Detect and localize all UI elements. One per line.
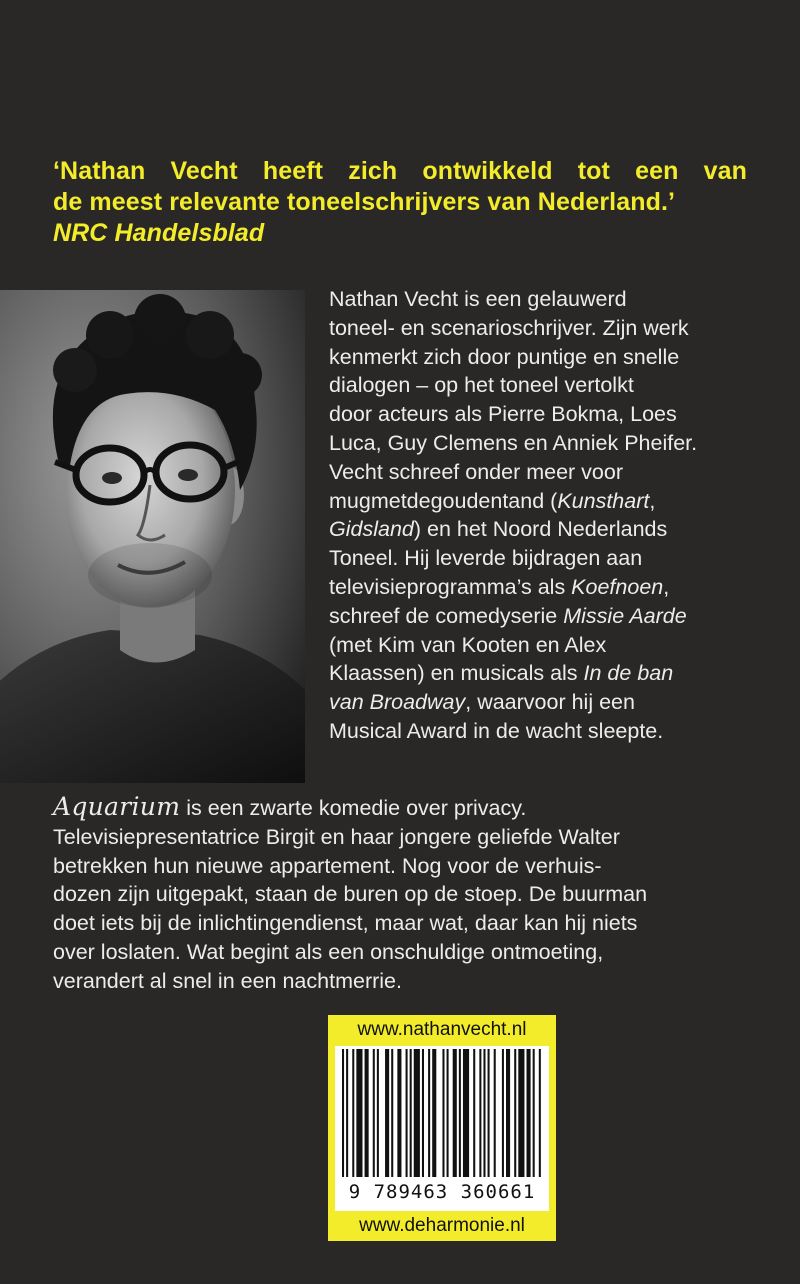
- barcode-bar: [406, 1049, 408, 1177]
- bio-text: schreef de comedyserie: [329, 603, 564, 628]
- bio-line: Nathan Vecht is een gelauwerd: [329, 287, 627, 311]
- bio-line: (met Kim van Kooten en Alex: [329, 632, 607, 657]
- barcode-bar: [539, 1049, 541, 1177]
- bio-text: ) en het Noord Nederlands: [413, 517, 668, 542]
- barcode-bar: [473, 1049, 475, 1177]
- bio-text: ,: [649, 488, 656, 513]
- isbn-number: 9 789463 360661: [348, 1181, 536, 1203]
- barcode-bar: [479, 1049, 481, 1177]
- bio-line: [329, 573, 749, 602]
- bio-title-kunsthart: Kunsthart: [557, 488, 650, 513]
- bio-text: mugmetdegoudentand (: [329, 488, 558, 513]
- barcode-bar: [410, 1049, 412, 1177]
- blurb-line: verandert al snel in een nachtmerrie.: [53, 968, 402, 993]
- blurb-line: over loslaten. Wat begint als een onschuldige ontmoeting,: [53, 939, 604, 964]
- quote-line-1: ‘Nathan Vecht heeft zich ontwikkeld tot een van: [53, 157, 747, 185]
- bio-title-missie-aarde: Missie Aarde: [563, 603, 687, 628]
- publisher-website-url: www.deharmonie.nl: [359, 1215, 525, 1236]
- blurb-line: [53, 793, 753, 823]
- bio-line: dialogen – op het toneel vertolkt: [329, 373, 634, 398]
- blurb-line: betrekken hun nieuwe appartement. Nog voor de verhuis-: [53, 853, 602, 878]
- barcode-bar: [442, 1049, 444, 1177]
- author-website-url: www.nathanvecht.nl: [357, 1019, 527, 1040]
- barcode-bar: [422, 1049, 424, 1177]
- bio-line: [329, 659, 749, 688]
- barcode-bar: [432, 1049, 436, 1177]
- author-photo: [0, 290, 305, 783]
- bio-line: [329, 515, 749, 544]
- bio-line: Musical Award in de wacht sleepte.: [329, 718, 664, 743]
- author-bio: [329, 285, 749, 746]
- barcode-bar: [518, 1049, 524, 1177]
- blurb-line: dozen zijn uitgepakt, staan de buren op de stoep. De buurman: [53, 882, 648, 907]
- barcode-bar: [506, 1049, 510, 1177]
- bio-text: televisieprogramma’s als: [329, 574, 572, 599]
- barcode-bar: [459, 1049, 461, 1177]
- barcode-bar: [414, 1049, 420, 1177]
- bio-title-in-de-ban: In de ban: [583, 661, 674, 686]
- bio-title-koefnoen: Koefnoen: [571, 574, 664, 599]
- author-portrait-image: [0, 290, 305, 783]
- barcode-bar: [488, 1049, 490, 1177]
- barcode-box: [328, 1015, 556, 1241]
- barcode-bar: [385, 1049, 389, 1177]
- barcode-bar: [494, 1049, 496, 1177]
- bio-line: [329, 602, 749, 631]
- barcode-bar: [352, 1049, 354, 1177]
- quote-source: NRC Handelsblad: [53, 219, 265, 247]
- blurb-text: is een zwarte komedie over privacy.: [180, 796, 527, 820]
- bio-line: Luca, Guy Clemens en Anniek Pheifer.: [329, 430, 698, 455]
- bio-line: kenmerkt zich door puntige en snelle: [329, 344, 680, 369]
- barcode-bar: [391, 1049, 393, 1177]
- barcode-bar: [342, 1049, 344, 1177]
- barcode-panel: [335, 1046, 549, 1211]
- barcode-bar: [502, 1049, 504, 1177]
- barcode-bar: [527, 1049, 531, 1177]
- barcode-bar: [428, 1049, 430, 1177]
- barcode-bar: [447, 1049, 449, 1177]
- bio-line: toneel- en scenarioschrijver. Zijn werk: [329, 315, 689, 340]
- bio-line: Toneel. Hij leverde bijdragen aan: [329, 546, 643, 571]
- barcode-bar: [365, 1049, 369, 1177]
- bio-title-van-broadway: van Broadway: [329, 690, 466, 715]
- barcode-bar: [453, 1049, 457, 1177]
- isbn-barcode: [340, 1049, 544, 1177]
- barcode-bar: [373, 1049, 375, 1177]
- barcode-bar: [346, 1049, 348, 1177]
- book-title: Aquarium: [53, 792, 181, 821]
- barcode-bar: [463, 1049, 469, 1177]
- bio-line: [329, 487, 749, 516]
- bio-text: Klaassen) en musicals als: [329, 661, 584, 686]
- bio-line: Vecht schreef onder meer voor: [329, 459, 623, 484]
- bio-title-gidsland: Gidsland: [329, 517, 414, 542]
- barcode-bar: [514, 1049, 516, 1177]
- book-blurb: [53, 793, 753, 996]
- barcode-bar: [397, 1049, 401, 1177]
- bio-line: [329, 688, 749, 717]
- blurb-line: Televisiepresentatrice Birgit en haar jongere geliefde Walter: [53, 824, 620, 849]
- bio-text: , waarvoor hij een: [465, 690, 635, 715]
- barcode-bar: [533, 1049, 535, 1177]
- barcode-bar: [377, 1049, 379, 1177]
- blurb-line: doet iets bij de inlichtingendienst, maar wat, daar kan hij niets: [53, 911, 638, 936]
- barcode-bar: [483, 1049, 485, 1177]
- quote-line-2: de meest relevante toneelschrijvers van Nederland.’: [53, 188, 676, 216]
- bio-line: door acteurs als Pierre Bokma, Loes: [329, 402, 677, 427]
- barcode-bar: [356, 1049, 362, 1177]
- bio-text: ,: [663, 574, 670, 599]
- press-quote: [53, 156, 747, 249]
